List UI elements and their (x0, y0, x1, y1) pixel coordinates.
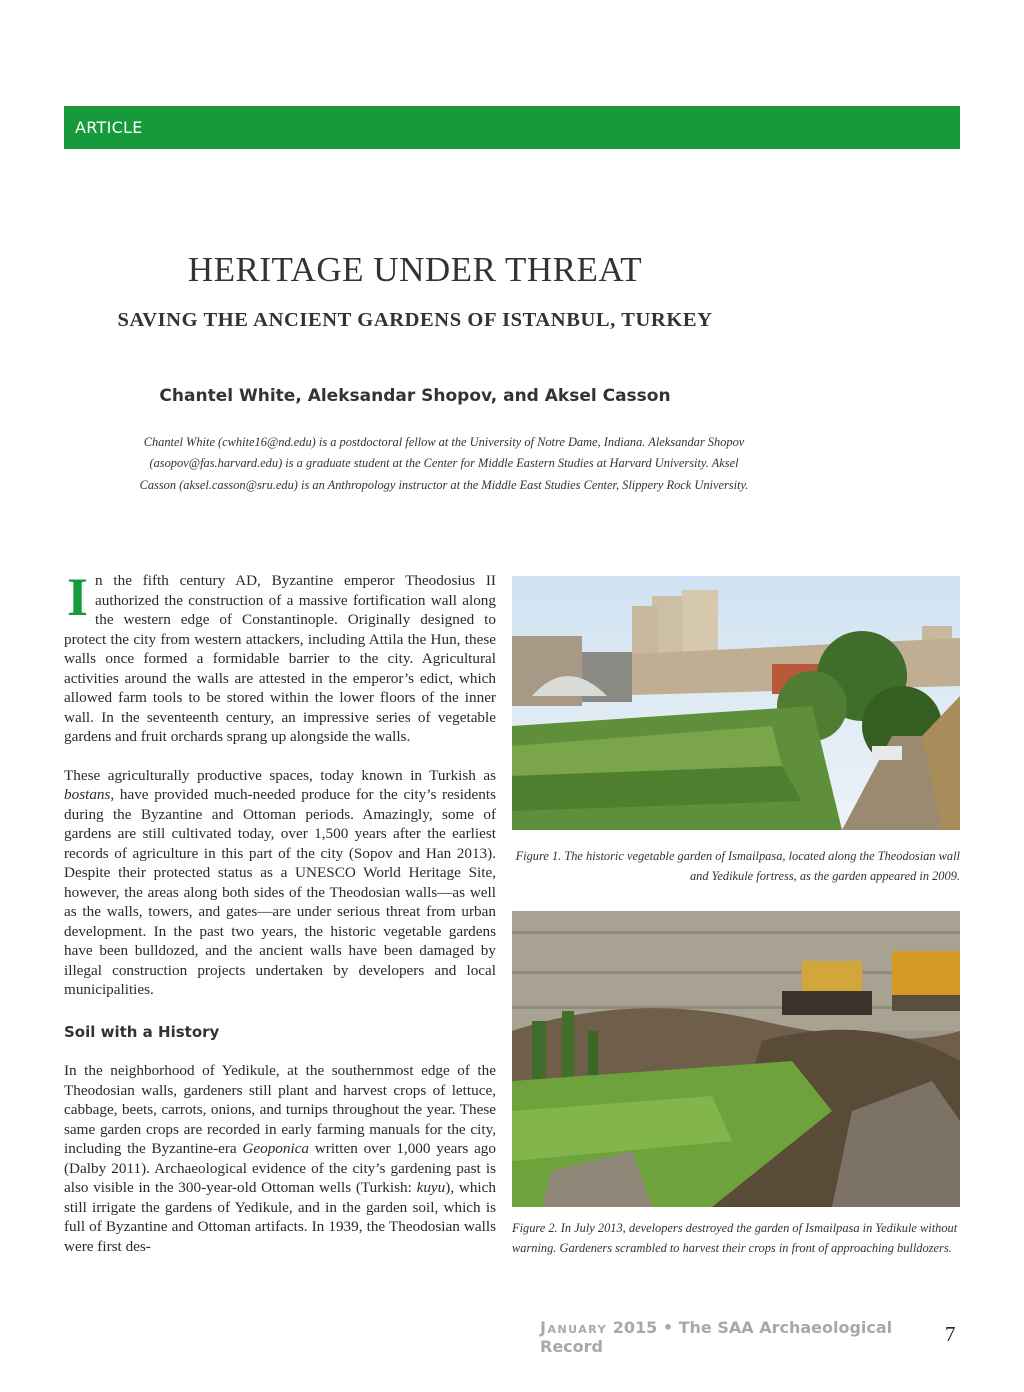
emphasis-term: kuyu (416, 1179, 446, 1196)
paragraph (64, 1061, 496, 1256)
publication-name: • The SAA Archaeological Record (540, 1318, 893, 1356)
paragraph-text: n the fifth century AD, Byzantine emperor Theodosius II authorized the construction of a massive fortification wall along the western edge of Constantinople. Originally designed to protect the city from western attackers, including Attila the Hun, these walls once formed a formidable barrier to the city. Agricultural activities around the walls are attested in the emperor’s edict, which allowed farm tools to be stored within the lower floors of the inner wall. In the seventeenth century, an impressive series of vegetable gardens and fruit orchards sprang up alongside the walls. (64, 572, 496, 745)
affiliation-line: (asopov@fas.harvard.edu) is a graduate student at the Center for Middle Eastern Studies at Harvard University. Aksel (149, 456, 739, 471)
author-line: Chantel White, Aleksandar Shopov, and Aksel Casson (159, 386, 671, 406)
paragraph (64, 567, 496, 747)
section-heading: Soil with a History (64, 1022, 220, 1041)
section-label: ARTICLE (75, 118, 143, 137)
page-footer (540, 1318, 900, 1356)
paragraph-text: written over 1,000 years ago (Dalby 2011). Archaeological evidence of the city’s gardening past is also visible in the 300-year-old Ottoman wells (Turkish: (64, 1140, 496, 1196)
emphasis-term: Geoponica (242, 1140, 310, 1157)
paragraph-text: In the neighborhood of Yedikule, at the southernmost edge of the Theodosian walls, gardeners still plant and harvest crops of lettuce, cabbage, beets, carrots, onions, and turnips throughout the year. These same garden crops are recorded in early farming manuals for the city, including the Byzantine-era (64, 1062, 496, 1157)
article-title: HERITAGE UNDER THREAT (187, 250, 643, 289)
figure-2-photo (512, 911, 960, 1207)
figure-2-caption: Figure 2. In July 2013, developers destroyed the garden of Ismailpasa in Yedikule without warning. Gardeners scrambled to harvest their crops in front of approaching bulldozers. (512, 1221, 958, 1255)
affiliation-line: Casson (aksel.casson@sru.edu) is an Anthropology instructor at the Middle East Studies Center, Slippery Rock University. (139, 477, 749, 492)
figure-1-caption: Figure 1. The historic vegetable garden of Ismailpasa, located along the Theodosian wall and Yedikule fortress, as the garden appeared in 2009. (515, 849, 960, 883)
issue-month: January (540, 1318, 608, 1337)
figure-1-photo (512, 576, 960, 830)
paragraph (64, 766, 496, 1000)
paragraph-text: ), which still irrigate the gardens of Yedikule, and in the garden soil, which is full of Byzantine and Ottoman artifacts. In 1939, the Theodosian walls were first des- (64, 1179, 496, 1255)
paragraph-text: , have provided much-needed produce for the city’s residents during the Byzantine and Ottoman periods. Amazingly, some of gardens are still cultivated today, over 1,500 years after the earliest records of agriculture in this part of the city (Sopov and Han 2013). Despite their protected status as a UNESCO World Heritage Site, however, the areas along both sides of the Theodosian walls—as well as the walls, towers, and gates—are under serious threat from urban development. In the past two years, the historic vegetable gardens have been bulldozed, and the ancient walls have been damaged by illegal construction projects undertaken by developers and local municipalities. (64, 786, 496, 998)
paragraph-text: These agriculturally productive spaces, today known in Turkish as (64, 766, 496, 784)
author-affiliations (64, 432, 824, 496)
body-column (64, 567, 496, 1256)
article-subtitle: SAVING THE ANCIENT GARDENS OF ISTANBUL, TURKEY (117, 309, 713, 331)
page-number: 7 (945, 1322, 956, 1346)
drop-cap: I (67, 567, 89, 627)
affiliation-line: Chantel White (cwhite16@nd.edu) is a postdoctoral fellow at the University of Notre Dame, Indiana. Aleksandar Shopov (143, 435, 745, 449)
issue-year: 2015 (612, 1318, 658, 1337)
section-banner (64, 106, 960, 149)
emphasis-term: bostans (64, 786, 111, 803)
